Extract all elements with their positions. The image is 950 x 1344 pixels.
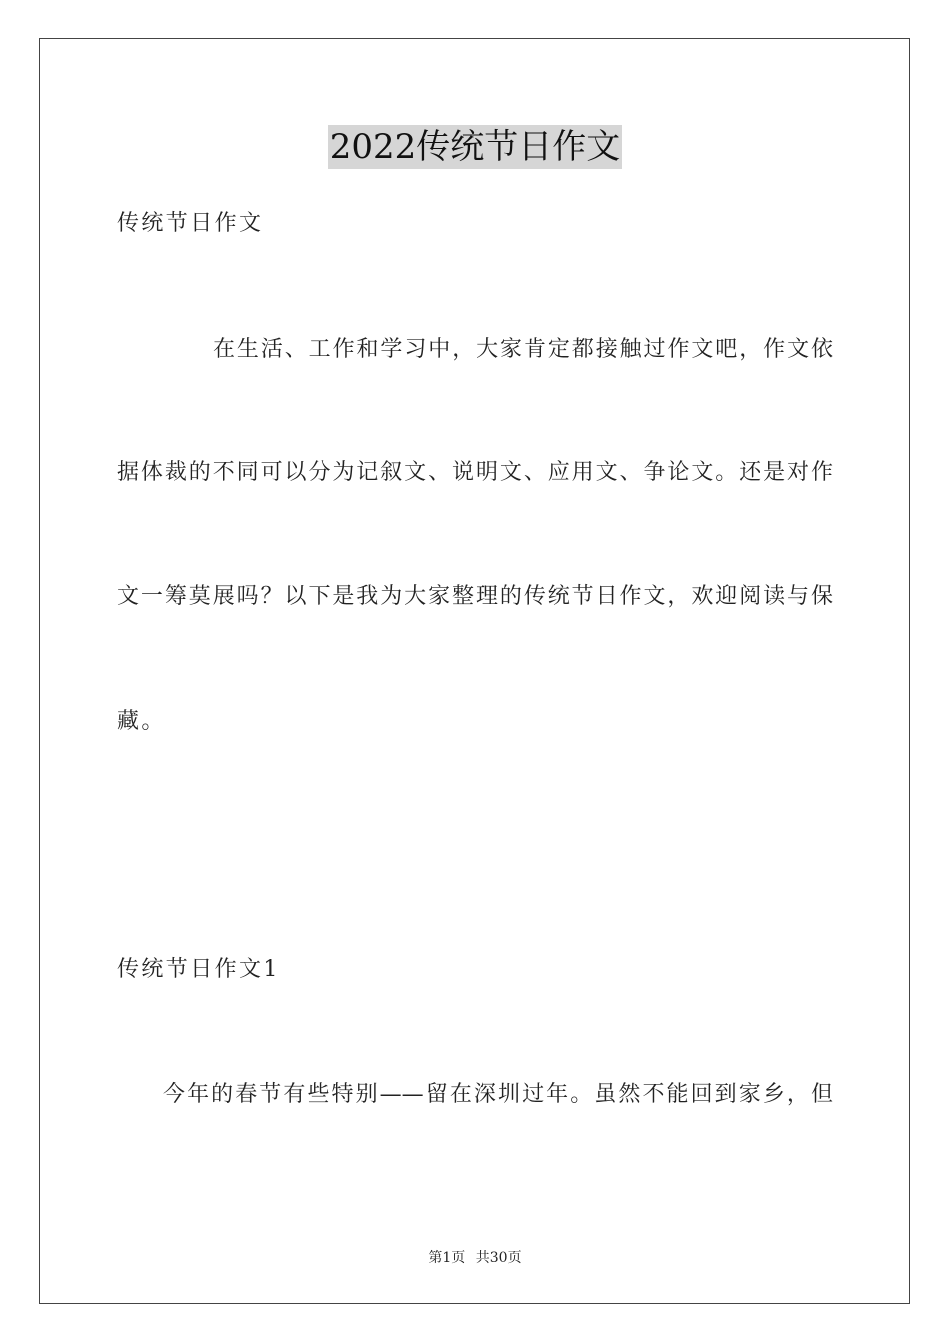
section-line-1: 今年的春节有些特别——留在深圳过年。虽然不能回到家乡，但 bbox=[163, 1082, 833, 1107]
document-subtitle: 传统节日作文 bbox=[117, 211, 264, 236]
intro-line-2: 据体裁的不同可以分为记叙文、说明文、应用文、争论文。还是对作 bbox=[117, 460, 833, 485]
intro-line-4: 藏。 bbox=[117, 709, 166, 734]
page-number: 第1页 bbox=[428, 1250, 466, 1266]
intro-line-3: 文一筹莫展吗？以下是我为大家整理的传统节日作文，欢迎阅读与保 bbox=[117, 584, 833, 609]
document-title: 2022传统节日作文 bbox=[329, 127, 621, 167]
section-heading: 传统节日作文1 bbox=[117, 957, 280, 982]
page-footer bbox=[0, 1248, 950, 1268]
title-container bbox=[0, 125, 950, 169]
intro-line-1: 在生活、工作和学习中，大家肯定都接触过作文吧，作文依 bbox=[213, 337, 833, 362]
page-total: 共30页 bbox=[475, 1250, 522, 1266]
